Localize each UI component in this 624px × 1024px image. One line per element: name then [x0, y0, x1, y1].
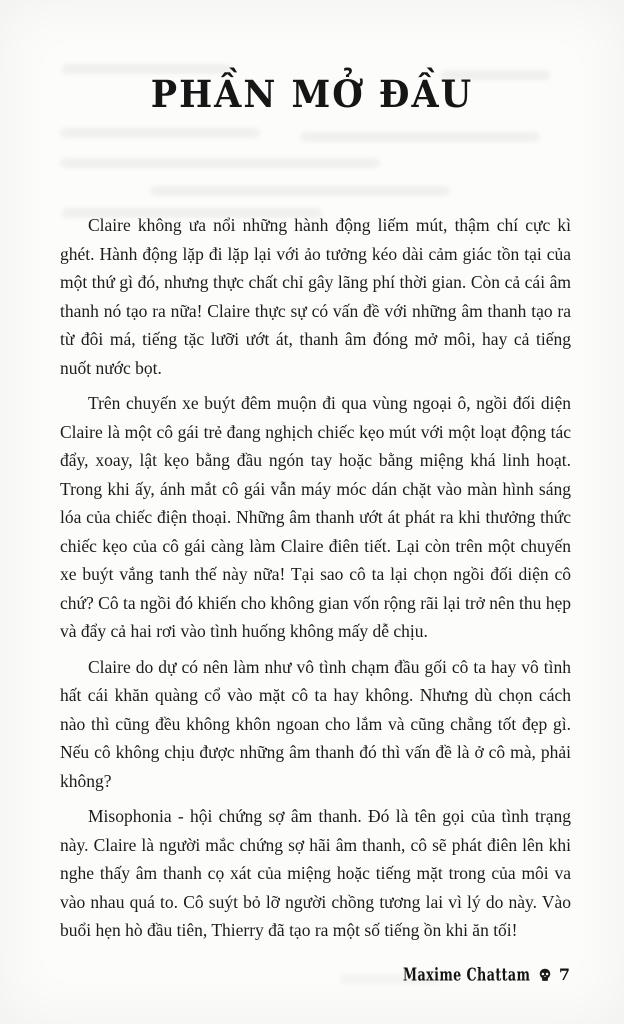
skull-icon — [538, 968, 552, 982]
bleed-through-text — [60, 158, 380, 168]
paragraph: Claire do dự có nên làm như vô tình chạm đầu gối cô ta hay vô tình hất cái khăn quàng cổ vào mặt cô ta hay không. Nhưng dù chọn cách nào thì cũng đều không khôn ngoan cho lắm và cũng chẳng tốt đẹp gì. Nếu cô không chịu được những âm thanh đó thì vấn đề là ở cô mà, phải không? — [60, 656, 571, 791]
body-text — [60, 211, 571, 952]
paragraph: Claire không ưa nổi những hành động liếm mút, thậm chí cực kì ghét. Hành động lặp đi lặp lại với ảo tưởng kéo dài cảm giác tồn tại của một thứ gì đó, nhưng thực chất chỉ gây lãng phí thời gian. Còn cả cái âm thanh nó tạo ra nữa! Claire thực sự có vấn đề với những âm thanh tạo ra từ đôi má, tiếng tặc lưỡi ướt át, thanh âm đóng mở môi, hay cả tiếng nuốt nước bọt. — [60, 215, 571, 378]
bleed-through-text — [300, 132, 540, 142]
paragraph: Misophonia - hội chứng sợ âm thanh. Đó là tên gọi của tình trạng này. Claire là người mắc chứng sợ hãi âm thanh, cô sẽ phát điên lên khi nghe thấy âm thanh cọ xát của miệng hoặc tiếng mặt trong của môi va vào nhau quá to. Cô suýt bỏ lỡ người chồng tương lai vì lý do này. Vào buổi hẹn hò đầu tiên, Thierry đã tạo ra một số tiếng ồn khi ăn tối! — [60, 806, 571, 940]
paragraph: Trên chuyến xe buýt đêm muộn đi qua vùng ngoại ô, ngồi đối diện Claire là một cô gái trẻ đang nghịch chiếc kẹo mút với một loạt động tác đẩy, xoay, lật kẹo bằng đầu ngón tay hoặc bằng miệng khá linh hoạt. Trong khi ấy, ánh mắt cô gái vẫn máy móc dán chặt vào màn hình sáng lóa của chiếc điện thoại. Những âm thanh ướt át phát ra khi thưởng thức chiếc kẹo của cô gái càng làm Claire điên tiết. Lại còn trên một chuyến xe buýt vắng tanh thế này nữa! Tại sao cô ta lại chọn ngồi đối diện cô chứ? Cô ta ngồi đó khiến cho không gian vốn rộng rãi lại trở nên thu hẹp và đẩy cả hai rơi vào tình huống không mấy dễ chịu. — [60, 393, 571, 641]
author-name: Maxime Chattam — [403, 963, 531, 986]
bleed-through-text — [60, 128, 260, 138]
page-footer — [375, 965, 570, 984]
page-number: 7 — [558, 965, 570, 984]
bleed-through-text — [150, 186, 450, 196]
chapter-title: PHẦN MỞ ĐẦU — [150, 72, 474, 117]
